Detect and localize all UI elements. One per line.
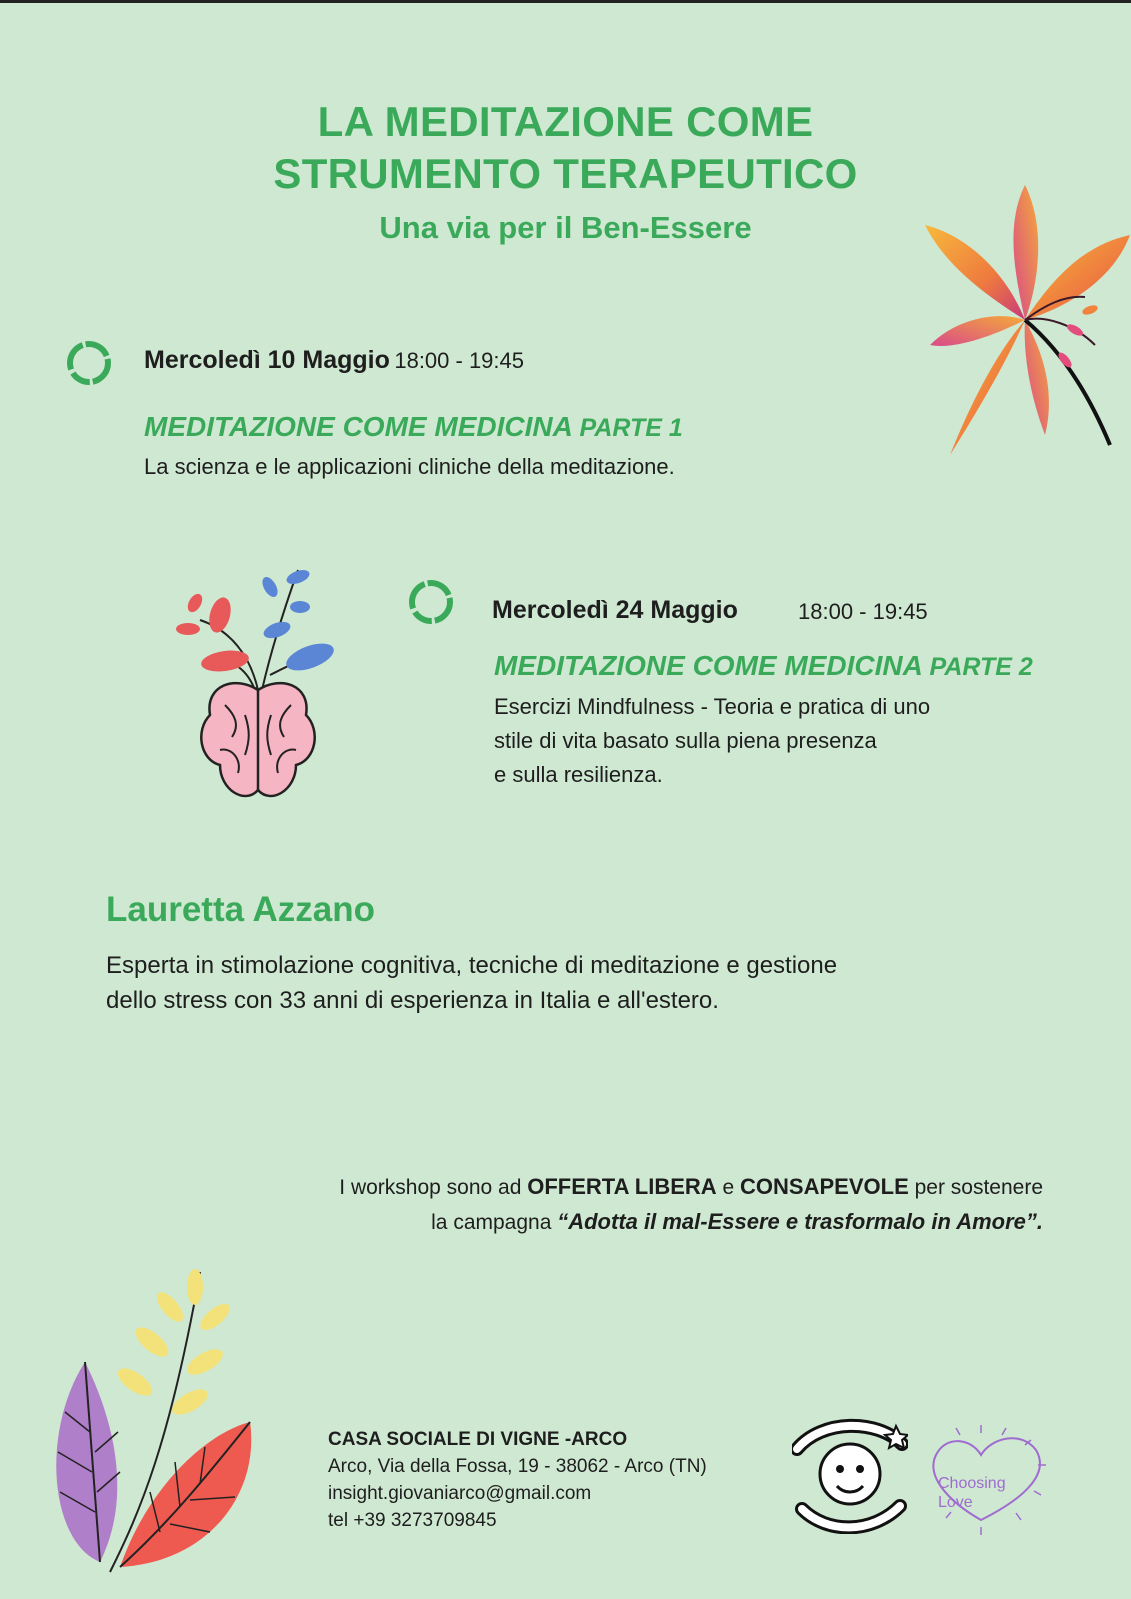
choosing-love-text (938, 1474, 1006, 1512)
page-subtitle: Una via per il Ben-Essere (379, 210, 752, 245)
venue-address: Arco, Via della Fossa, 19 - 38062 - Arco (TN) (328, 1456, 707, 1477)
session-1-desc-line: La scienza e le applicazioni cliniche della meditazione. (144, 454, 675, 479)
top-border (0, 0, 1131, 3)
session-2-title (494, 650, 1033, 682)
session-2-desc-line: stile di vita basato sulla piena presenza (494, 728, 877, 753)
campaign-name: “Adotta il mal-Essere e trasformalo in Amore”. (557, 1209, 1043, 1234)
giovani-arco-logo (792, 1414, 908, 1534)
offer-text: e (716, 1176, 741, 1199)
venue-phone[interactable]: tel +39 3273709845 (328, 1510, 497, 1531)
offer-note (339, 1170, 1043, 1240)
speaker-bio-line: dello stress con 33 anni di esperienza in Italia e all'estero. (106, 987, 719, 1014)
session-1-time: 18:00 - 19:45 (394, 348, 525, 373)
offer-line-1 (339, 1170, 1043, 1205)
speaker-name: Lauretta Azzano (106, 890, 376, 929)
session-2-title-main: MEDITAZIONE COME MEDICINA (494, 650, 922, 681)
venue-name: CASA SOCIALE DI VIGNE -ARCO (328, 1429, 628, 1450)
offer-text: la campagna (431, 1211, 558, 1234)
green-circle-bullet-icon (406, 577, 456, 627)
venue-info (328, 1426, 707, 1534)
session-1-description (144, 450, 675, 484)
session-1-part: PARTE 1 (579, 414, 683, 442)
session-2-desc-line: Esercizi Mindfulness - Teoria e pratica di uno (494, 694, 931, 719)
title-line-1: LA MEDITAZIONE COME (317, 98, 814, 145)
green-circle-bullet-icon (64, 338, 114, 388)
session-1-title (144, 411, 683, 443)
session-2-description (494, 690, 930, 792)
session-2-date (492, 596, 738, 625)
speaker-bio (106, 948, 1006, 1018)
offer-text: per sostenere (908, 1176, 1043, 1199)
offer-free-label: OFFERTA LIBERA (527, 1174, 717, 1199)
title-line-2: STRUMENTO TERAPEUTICO (273, 150, 858, 197)
venue-email[interactable]: insight.giovaniarco@gmail.com (328, 1483, 592, 1504)
session-2-date-text: Mercoledì 24 Maggio (492, 596, 738, 624)
session-2-time: 18:00 - 19:45 (798, 599, 928, 624)
session-2-desc-line: e sulla resilienza. (494, 762, 663, 787)
brain-with-leaves-icon (170, 565, 340, 825)
session-2-part: PARTE 2 (929, 653, 1033, 681)
lily-flower-icon (925, 185, 1131, 475)
speaker-bio-line: Esperta in stimolazione cognitiva, tecniche di meditazione e gestione (106, 952, 838, 979)
session-1-title-main: MEDITAZIONE COME MEDICINA (144, 411, 572, 442)
tropical-leaves-icon (40, 1262, 260, 1582)
choosing-love-line: Love (938, 1494, 973, 1511)
session-1-datetime (144, 346, 524, 375)
offer-text: I workshop sono ad (339, 1176, 528, 1199)
session-1-date: Mercoledì 10 Maggio (144, 346, 390, 374)
offer-conscious-label: CONSAPEVOLE (740, 1174, 909, 1199)
choosing-love-line: Choosing (938, 1475, 1006, 1492)
offer-line-2 (339, 1205, 1043, 1240)
